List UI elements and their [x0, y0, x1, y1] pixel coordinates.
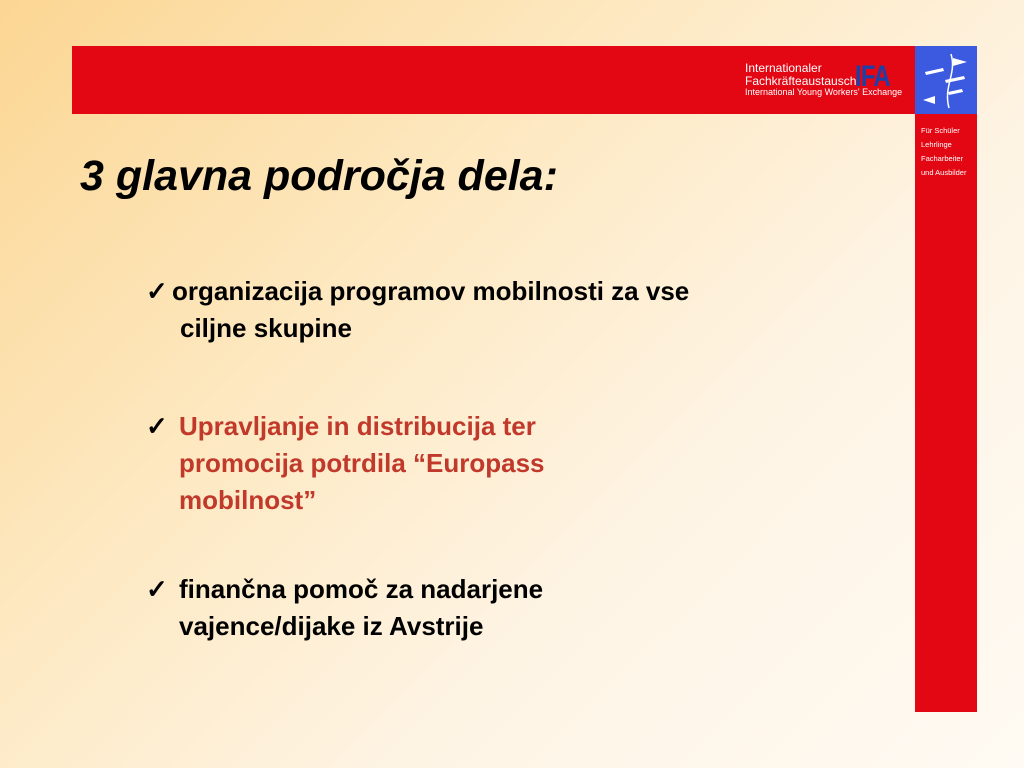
bullet-item-1 [146, 273, 689, 347]
logo-line-1: Internationaler [745, 61, 822, 75]
bullet-line: ciljne skupine [180, 313, 352, 343]
arrows-logo-icon [915, 46, 977, 114]
bullet-line: promocija potrdila “Europass [179, 448, 545, 478]
slide-title: 3 glavna področja dela: [80, 152, 558, 200]
audience-item: Lehrlinge [921, 140, 952, 149]
side-bar [915, 114, 977, 712]
bullet-item-3 [146, 571, 543, 645]
audience-item: und Ausbilder [921, 168, 967, 177]
audience-item: Facharbeiter [921, 154, 964, 163]
checkmark-icon: ✓ [146, 276, 168, 306]
checkmark-icon: ✓ [146, 411, 168, 441]
bullet-line: Upravljanje in distribucija ter [179, 411, 536, 441]
bullet-line: organizacija programov mobilnosti za vse [172, 276, 690, 306]
audience-item: Für Schüler [921, 126, 960, 135]
logo-line-3: International Young Workers' Exchange [745, 87, 903, 98]
bullet-item-2 [146, 408, 545, 519]
bullet-line: vajence/dijake iz Avstrije [179, 611, 484, 641]
ifa-logo-letters: IFA [855, 60, 890, 93]
bullet-line: mobilnost” [179, 485, 317, 515]
audience-list [921, 124, 966, 180]
checkmark-icon: ✓ [146, 574, 168, 604]
logo-line-2: Fachkräfteaustausch. [745, 73, 860, 88]
bullet-line: finančna pomoč za nadarjene [179, 574, 544, 604]
